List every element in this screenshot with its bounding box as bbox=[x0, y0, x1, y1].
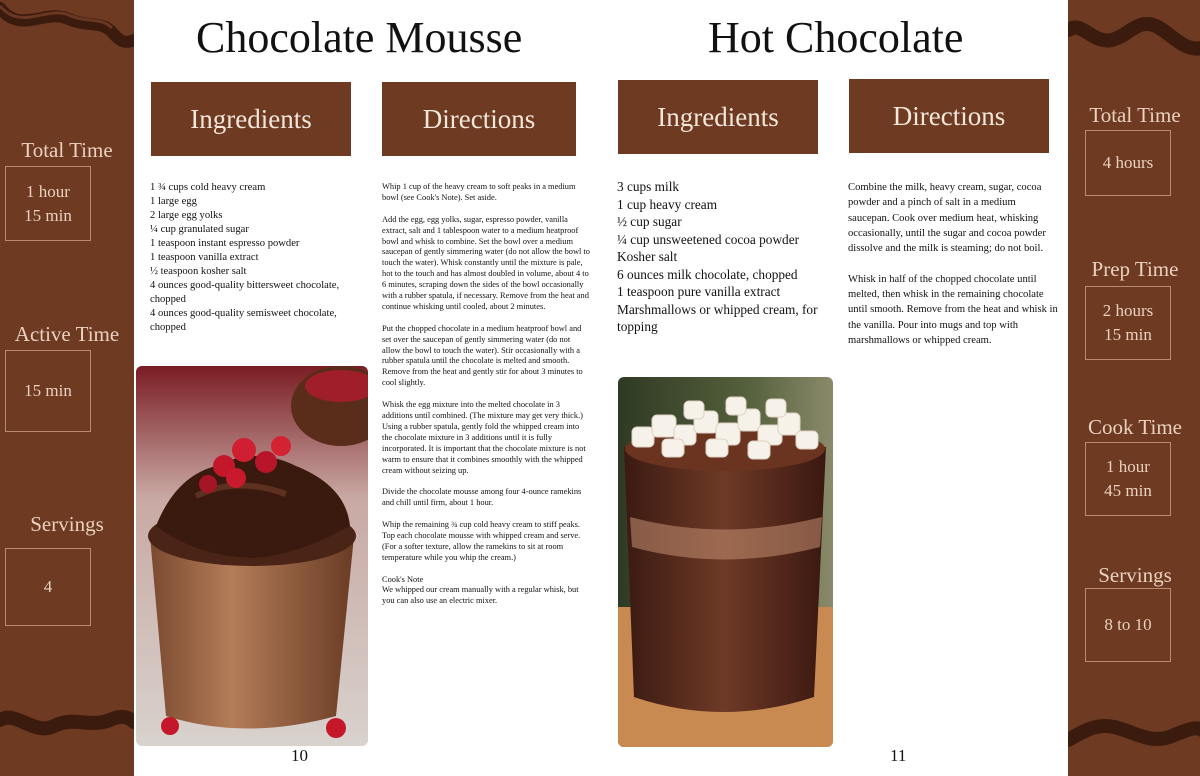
cooks-note-title: Cook's Note bbox=[382, 574, 424, 584]
active-time-box bbox=[5, 350, 91, 432]
direction-step: Add the egg, egg yolks, sugar, espresso powder, vanilla extract, salt and 1 tablespoon water to a medium heatproof bowl and whisk to combine. Set the bowl over a medium saucepan of gently simmering water (do not allow the bowl to touch the water). Whisk constantly until the mixture is pale, hot to the touch and has almost doubled in volume, about 4 to 6 minutes, scraping down the sides of the bowl occasionally with a rubber spatula, if necessary. Remove from the heat and continue whisking until cooled, about 2 minutes. bbox=[382, 214, 590, 311]
total-time-box-right bbox=[1085, 130, 1171, 196]
direction-step: Whip 1 cup of the heavy cream to soft peaks in a medium bowl (see Cook's Note). Set aside. bbox=[382, 182, 576, 202]
list-item: ¼ cup unsweetened cocoa powder bbox=[617, 231, 800, 247]
total-time-value-right: 4 hours bbox=[1102, 153, 1154, 172]
directions-text-mousse bbox=[382, 182, 590, 607]
chocolate-drip-top-right bbox=[1068, 0, 1200, 80]
list-item: ½ cup sugar bbox=[617, 214, 682, 229]
cooks-note-text: We whipped our cream manually with a regular whisk, but you can also use an electric mixer. bbox=[382, 585, 579, 606]
list-item: Marshmallows or whipped cream, for topping bbox=[617, 301, 818, 334]
list-item: 1 teaspoon pure vanilla extract bbox=[617, 284, 781, 299]
cook-time-line1: 1 hour bbox=[1106, 457, 1150, 476]
page-title-chocolate-mousse: Chocolate Mousse bbox=[196, 13, 523, 62]
ingredients-header: Ingredients bbox=[151, 82, 351, 156]
chocolate-drip-bottom-left bbox=[0, 700, 134, 776]
list-item: ½ teaspoon kosher salt bbox=[150, 266, 247, 277]
servings-label: Servings bbox=[30, 512, 104, 536]
right-sidebar bbox=[1068, 0, 1200, 776]
list-item: 4 ounces good-quality bittersweet chocolate, chopped bbox=[150, 280, 340, 305]
active-time-label: Active Time bbox=[14, 322, 120, 346]
list-item: 3 cups milk bbox=[617, 179, 680, 194]
chocolate-drip-top-left bbox=[0, 0, 134, 60]
left-sidebar bbox=[0, 0, 134, 776]
list-item: 4 ounces good-quality semisweet chocolate, chopped bbox=[150, 308, 337, 333]
hot-chocolate-illustration bbox=[618, 377, 833, 747]
directions-header-hot-chocolate: Directions bbox=[849, 79, 1049, 153]
mousse-illustration bbox=[136, 366, 368, 746]
direction-step: Whip the remaining ¾ cup cold heavy cream to stiff peaks. Top each chocolate mousse with whipped cream and serve. (For a softer texture, allow the ramekins to sit at room temperature while you whip the cream.) bbox=[382, 520, 581, 562]
active-time-value: 15 min bbox=[24, 381, 72, 400]
list-item: 1 cup heavy cream bbox=[617, 196, 718, 212]
directions-text-hot-chocolate bbox=[848, 180, 1058, 364]
direction-step: Divide the chocolate mousse among four 4-ounce ramekins and chill until firm, about 1 hour. bbox=[382, 487, 582, 508]
list-item: 1 teaspoon instant espresso powder bbox=[150, 238, 300, 249]
servings-label-right: Servings bbox=[1098, 563, 1172, 587]
prep-time-label: Prep Time bbox=[1091, 257, 1179, 281]
page-title-hot-chocolate: Hot Chocolate bbox=[708, 13, 964, 62]
list-item: ¼ cup granulated sugar bbox=[150, 224, 249, 235]
total-time-box bbox=[5, 166, 91, 241]
servings-value: 4 bbox=[43, 577, 53, 596]
list-item: 1 ¾ cups cold heavy cream bbox=[150, 182, 266, 193]
list-item: 6 ounces milk chocolate, chopped bbox=[617, 266, 798, 282]
direction-step: Whisk the egg mixture into the melted chocolate in 3 additions until combined. (The mixture may get very thick.) Using a rubber spatula, gently fold the whipped cream into the chocolate mixture in 3 additions until it is fully incorporated. It is important that the chocolate mixture is not warm to ensure that it combines smoothly with the whipped cream without seizing up. bbox=[382, 400, 586, 475]
ingredients-header-hot-chocolate: Ingredients bbox=[618, 80, 818, 154]
direction-step: Whisk in half of the chopped chocolate until melted, then whisk in the remaining chocolate until smooth. Remove from the heat and whisk in the vanilla. Pour into mugs and top with marshmallows or whipped cream. bbox=[848, 273, 1058, 346]
page-number-right: 11 bbox=[890, 746, 907, 765]
prep-time-line2: 15 min bbox=[1104, 325, 1152, 344]
servings-box-right bbox=[1085, 588, 1171, 662]
list-item: Kosher salt bbox=[617, 249, 678, 264]
total-time-line1: 1 hour bbox=[26, 181, 70, 201]
page-number-left: 10 bbox=[291, 746, 308, 765]
chocolate-drip-bottom-right bbox=[1068, 700, 1200, 776]
cook-time-line2: 45 min bbox=[1104, 481, 1152, 500]
total-time-label-right: Total Time bbox=[1089, 103, 1181, 127]
servings-box bbox=[5, 548, 91, 626]
list-item: 2 large egg yolks bbox=[150, 210, 223, 221]
servings-value-right: 8 to 10 bbox=[1104, 615, 1152, 634]
hot-chocolate-photo bbox=[618, 377, 833, 747]
prep-time-box bbox=[1085, 286, 1171, 360]
ingredients-list-mousse bbox=[150, 181, 370, 335]
prep-time-line1: 2 hours bbox=[1102, 301, 1154, 320]
list-item: 1 large egg bbox=[150, 196, 197, 207]
list-item: 1 teaspoon vanilla extract bbox=[150, 252, 259, 263]
direction-step: Put the chopped chocolate in a medium heatproof bowl and set over the saucepan of gently simmering water (do not allow the bowl to touch the water). Stir occasionally with a rubber spatula until the chocolate is melted and smooth. Remove from the heat and gently stir for about 3 minutes to cool slightly. bbox=[382, 323, 583, 388]
total-time-line2: 15 min bbox=[24, 205, 72, 225]
directions-header: Directions bbox=[382, 82, 576, 156]
cook-time-label: Cook Time bbox=[1088, 415, 1182, 439]
direction-step: Combine the milk, heavy cream, sugar, cocoa powder and a pinch of salt in a medium saucepan. Cook over medium heat, whisking occasionally, until the sugar and cocoa powder dissolve and the milk is steaming; do not boil. bbox=[848, 182, 1046, 255]
total-time-label: Total Time bbox=[21, 138, 113, 162]
chocolate-mousse-photo bbox=[136, 366, 368, 746]
cook-time-box bbox=[1085, 442, 1171, 516]
ingredients-list-hot-chocolate bbox=[617, 178, 847, 336]
